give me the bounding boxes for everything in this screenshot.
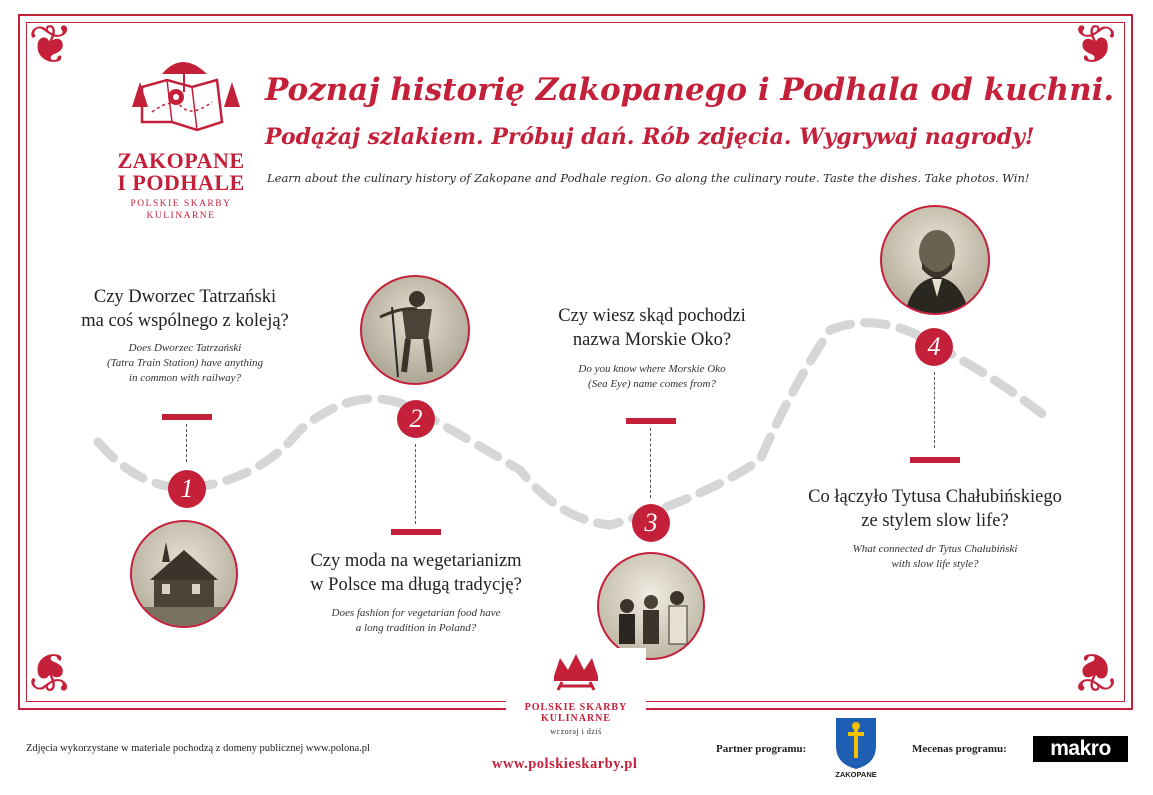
partner-name: ZAKOPANE: [835, 770, 877, 779]
footer-logo-line1: POLSKIE SKARBY: [524, 702, 628, 713]
stop-1-en-line2: (Tatra Train Station) have anything: [106, 357, 264, 369]
stop-2-connector: [415, 444, 416, 524]
stop-4-english: [815, 542, 1055, 572]
stop-2-number: 2: [397, 400, 435, 438]
stop-1-title-line1: Czy Dworzec Tatrzański: [93, 287, 277, 307]
logo-line-polskie-skarby: POLSKIE SKARBY: [130, 199, 232, 209]
stop-4-en-line1: What connected dr Tytus Chałubiński: [852, 543, 1018, 555]
stop-3-connector: [650, 428, 651, 498]
stop-1-en-line3: in common with railway?: [128, 372, 242, 384]
corner-ornament-br: ❦: [1072, 640, 1118, 703]
footer-logo-line3: wczoraj i dziś: [550, 727, 602, 736]
stop-1-number: 1: [168, 470, 206, 508]
page-title: Poznaj historię Zakopanego i Podhala od kuchni.: [265, 72, 1115, 108]
stop-3-bar: [626, 418, 676, 424]
polskie-skarby-logo: [506, 648, 646, 748]
stop-4-bar: [910, 457, 960, 463]
stop-3-question: [527, 304, 777, 352]
stop-1-en-line1: Does Dworzec Tatrzański: [128, 342, 242, 354]
stop-2-en-line2: a long tradition in Poland?: [355, 622, 477, 634]
photo-credit: Zdjęcia wykorzystane w materiale pochodzą z domeny publicznej www.polona.pl: [26, 743, 370, 754]
sponsor-label: Mecenas programu:: [912, 743, 1007, 755]
corner-ornament-bl: ❦: [28, 640, 74, 703]
stop-2-photo-skier: [360, 275, 470, 385]
stop-2-english: [296, 606, 536, 636]
footer-logo-line2: KULINARNE: [540, 713, 612, 724]
stop-4-number: 4: [915, 328, 953, 366]
page-english-subtitle: Learn about the culinary history of Zakopane and Podhale region. Go along the culinary route. Taste the dishes. Take photos. Win!: [267, 171, 1030, 185]
stop-4-question: [785, 485, 1085, 533]
stop-2-title-line2: w Polsce ma długą tradycję?: [310, 575, 522, 595]
website-link[interactable]: www.polskieskarby.pl: [492, 756, 638, 772]
logo-line-zakopane: ZAKOPANE: [117, 148, 245, 173]
logo-line-podhale: I PODHALE: [117, 170, 245, 195]
page-subtitle: Podążaj szlakiem. Próbuj dań. Rób zdjęcia. Wygrywaj nagrody!: [265, 124, 1035, 150]
partner-label: Partner programu:: [716, 743, 807, 755]
corner-ornament-tl: ❦: [28, 13, 74, 76]
coat-of-arms-icon: [832, 716, 880, 770]
stop-3-english: [532, 362, 772, 392]
zakopane-crest: [832, 716, 880, 782]
stop-2-en-line1: Does fashion for vegetarian food have: [331, 607, 501, 619]
stop-3-photo-group: [597, 552, 705, 660]
crown-cutlery-icon: [550, 652, 602, 698]
stop-4-connector: [934, 372, 935, 448]
logo-line-kulinarne: KULINARNE: [146, 211, 216, 221]
makro-logo: makro: [1033, 736, 1128, 762]
stop-1-question: [60, 285, 310, 333]
stop-1-connector: [186, 424, 187, 462]
corner-ornament-tr: ❦: [1072, 13, 1118, 76]
stop-2-question: [286, 549, 546, 597]
stop-4-title-line2: ze stylem slow life?: [861, 511, 1009, 531]
stop-4-photo-portrait: [880, 205, 990, 315]
stop-3-en-line2: (Sea Eye) name comes from?: [588, 378, 716, 390]
stop-3-en-line1: Do you know where Morskie Oko: [578, 363, 726, 375]
stop-3-title-line2: nazwa Morskie Oko?: [572, 330, 732, 350]
stop-1-english: [70, 341, 300, 386]
stop-2-bar: [391, 529, 441, 535]
stop-2-title-line1: Czy moda na wegetarianizm: [310, 551, 522, 571]
stop-3-number: 3: [632, 504, 670, 542]
stop-4-en-line2: with slow life style?: [891, 558, 979, 570]
stop-1-photo-villa: [130, 520, 238, 628]
stop-1-bar: [162, 414, 212, 420]
stop-4-title-line1: Co łączyło Tytusa Chałubińskiego: [808, 487, 1062, 507]
stop-1-title-line2: ma coś wspólnego z koleją?: [81, 311, 289, 331]
stop-3-title-line1: Czy wiesz skąd pochodzi: [558, 306, 746, 326]
